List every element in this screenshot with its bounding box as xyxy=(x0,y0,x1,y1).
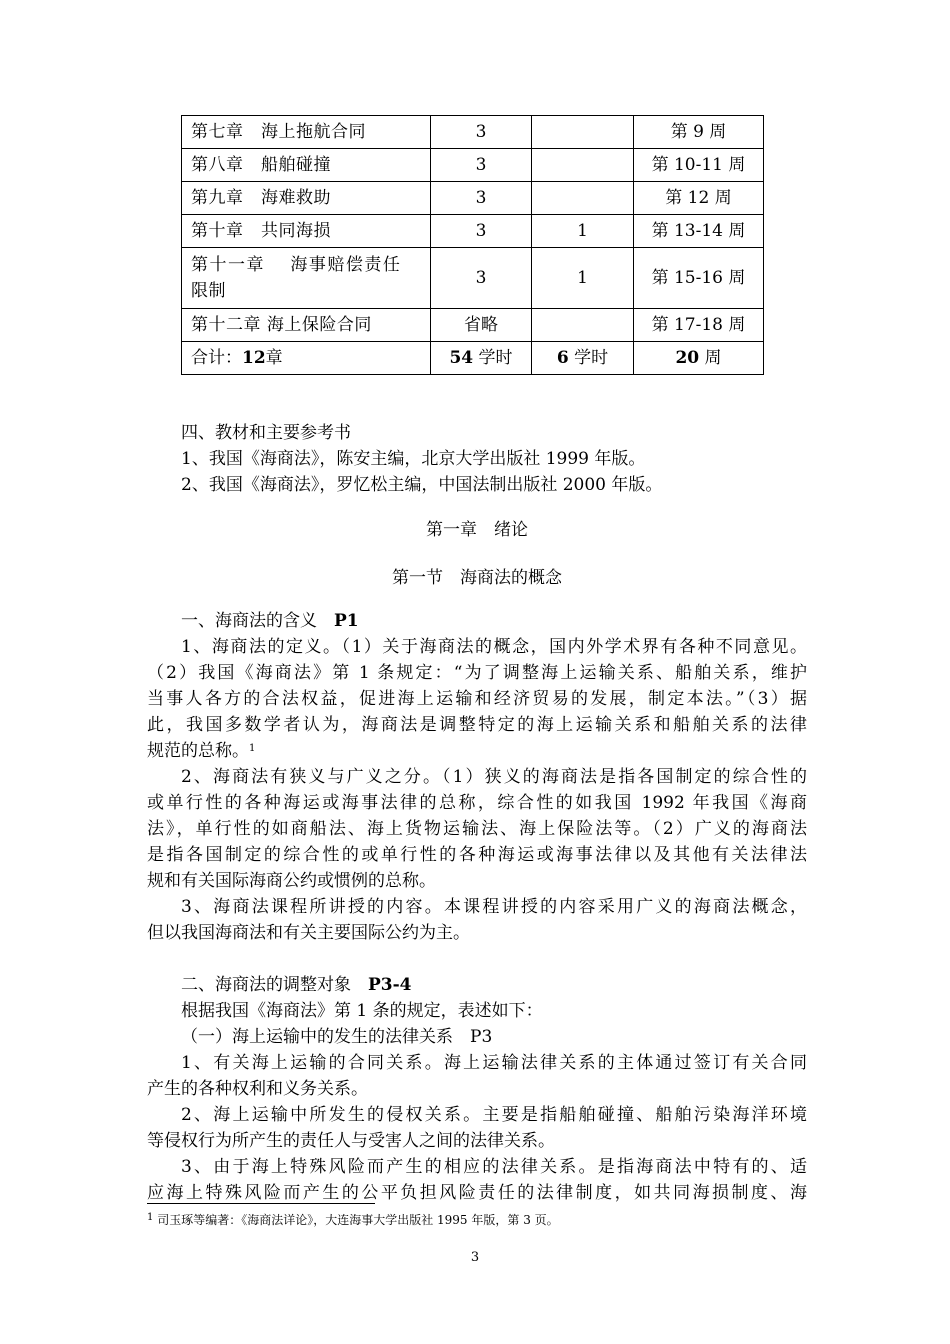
page-ref: P3-4 xyxy=(368,975,412,995)
paragraph-line: 此，我国多数学者认为，海商法是调整特定的海上运输关系和船舶关系的法律 xyxy=(147,715,807,735)
course-schedule-table xyxy=(181,115,764,375)
subsection-heading xyxy=(147,972,807,998)
body-text xyxy=(147,608,807,1206)
page-ref: P1 xyxy=(334,611,359,631)
paragraph-line: 规和有关国际海商公约或惯例的总称。 xyxy=(147,871,436,891)
discussion-hours-cell xyxy=(532,182,634,215)
paragraph-line: 2、海上运输中所发生的侵权关系。主要是指船舶碰撞、船舶污染海洋环境 xyxy=(181,1105,807,1125)
heading-text: 一、海商法的含义 xyxy=(181,611,317,631)
paragraph-line: 法》，单行性的如商船法、海上货物运输法、海上保险法等。（2）广义的海商法 xyxy=(147,819,807,839)
paragraph-line: 等侵权行为所产生的责任人与受害人之间的法律关系。 xyxy=(147,1131,555,1151)
page-number: 3 xyxy=(470,1250,480,1265)
footnote-marker: 1 xyxy=(249,743,256,754)
lecture-hours-cell: 3 xyxy=(431,182,532,215)
table-total-row xyxy=(182,342,764,375)
lecture-hours-cell: 3 xyxy=(431,116,532,149)
lecture-hours-cell: 3 xyxy=(431,248,532,309)
week-cell: 第 17-18 周 xyxy=(634,309,764,342)
total-label: 合计： xyxy=(191,348,242,368)
footnote xyxy=(147,1211,559,1229)
total-weeks: 20 xyxy=(675,348,700,368)
subsection-heading xyxy=(147,608,807,634)
lecture-hours-cell: 3 xyxy=(431,215,532,248)
paragraph-line: 当事人各方的合法权益，促进海上运输和经济贸易的发展，制定本法。”（3）据 xyxy=(147,689,807,709)
week-cell: 第 15-16 周 xyxy=(634,248,764,309)
paragraph-line xyxy=(147,738,807,764)
discussion-hours-cell xyxy=(532,116,634,149)
section-heading: 四、教材和主要参考书 xyxy=(181,423,351,443)
footnote-number: 1 xyxy=(147,1212,154,1223)
chapter-title: 第一章 绪论 xyxy=(426,520,528,540)
paragraph-line: 产生的各种权利和义务关系。 xyxy=(147,1079,368,1099)
discussion-hours-cell xyxy=(532,309,634,342)
chapter-cell-line: 限制 xyxy=(191,281,226,301)
total-weeks-unit: 周 xyxy=(704,348,722,368)
table-row xyxy=(182,309,764,342)
blank-line xyxy=(147,946,807,972)
paragraph-line: 是指各国制定的综合性的或单行性的各种海运或海事法律以及其他有关法律法 xyxy=(147,845,807,865)
total-lecture-unit: 学时 xyxy=(478,348,513,368)
paragraph-line: 3、由于海上特殊风险而产生的相应的法律关系。是指海商法中特有的、适 xyxy=(181,1157,807,1177)
table-row xyxy=(182,248,764,309)
chapter-cell-line: 第十一章 海事赔偿责任 xyxy=(191,255,402,275)
reference-item: 2、我国《海商法》，罗忆松主编，中国法制出版社 2000 年版。 xyxy=(181,475,663,495)
heading-text: 二、海商法的调整对象 xyxy=(181,975,351,995)
paragraph-line: 或单行性的各种海运或海事法律的总称，综合性的如我国 1992 年我国《海商 xyxy=(147,793,807,813)
table-row xyxy=(182,215,764,248)
references-section xyxy=(147,420,807,498)
week-cell: 第 10-11 周 xyxy=(634,149,764,182)
week-cell: 第 9 周 xyxy=(634,116,764,149)
paragraph-line: 应海上特殊风险而产生的公平负担风险责任的法律制度，如共同海损制度、海 xyxy=(147,1183,807,1203)
total-chapters: 12 xyxy=(242,348,266,368)
chapter-cell: 第八章 船舶碰撞 xyxy=(182,149,431,182)
chapter-cell: 第十章 共同海损 xyxy=(182,215,431,248)
footnote-text: 司玉琢等编著：《海商法详论》，大连海事大学出版社 1995 年版，第 3 页。 xyxy=(157,1213,559,1227)
week-cell: 第 13-14 周 xyxy=(634,215,764,248)
discussion-hours-cell: 1 xyxy=(532,248,634,309)
total-lecture-cell xyxy=(431,342,532,375)
paragraph-line: 2、海商法有狭义与广义之分。（1）狭义的海商法是指各国制定的综合性的 xyxy=(181,767,807,787)
table-row xyxy=(182,182,764,215)
paragraph-line: 但以我国海商法和有关主要国际公约为主。 xyxy=(147,923,470,943)
table-row xyxy=(182,116,764,149)
total-chapters-cell xyxy=(182,342,431,375)
sub-heading: （一）海上运输中的发生的法律关系 P3 xyxy=(181,1027,493,1047)
chapter-cell xyxy=(182,248,431,309)
chapter-cell: 第九章 海难救助 xyxy=(182,182,431,215)
week-cell: 第 12 周 xyxy=(634,182,764,215)
paragraph-line: 根据我国《海商法》第 1 条的规定，表述如下： xyxy=(181,1001,543,1021)
total-discussion-hours: 6 xyxy=(556,348,569,368)
discussion-hours-cell xyxy=(532,149,634,182)
lecture-hours-cell: 省略 xyxy=(431,309,532,342)
total-lecture-hours: 54 xyxy=(449,348,474,368)
paragraph-line: 1、有关海上运输的合同关系。海上运输法律关系的主体通过签订有关合同 xyxy=(181,1053,807,1073)
discussion-hours-cell: 1 xyxy=(532,215,634,248)
total-discussion-unit: 学时 xyxy=(574,348,609,368)
paragraph-line: 1、海商法的定义。（1）关于海商法的概念，国内外学术界有各种不同意见。 xyxy=(181,637,807,657)
reference-item: 1、我国《海商法》，陈安主编，北京大学出版社 1999 年版。 xyxy=(181,449,646,469)
total-chapters-unit: 章 xyxy=(265,348,283,368)
paragraph-line: 3、海商法课程所讲授的内容。本课程讲授的内容采用广义的海商法概念， xyxy=(181,897,807,917)
total-discussion-cell xyxy=(532,342,634,375)
chapter-cell: 第七章 海上拖航合同 xyxy=(182,116,431,149)
table-row xyxy=(182,149,764,182)
total-weeks-cell xyxy=(634,342,764,375)
chapter-cell: 第十二章 海上保险合同 xyxy=(182,309,431,342)
lecture-hours-cell: 3 xyxy=(431,149,532,182)
paragraph-line: （2）我国《海商法》第 1 条规定：“为了调整海上运输关系、船舶关系，维护 xyxy=(147,663,807,683)
footnote-divider xyxy=(147,1203,375,1204)
paragraph-line-text: 规范的总称。 xyxy=(147,741,249,761)
section-title: 第一节 海商法的概念 xyxy=(392,568,562,588)
